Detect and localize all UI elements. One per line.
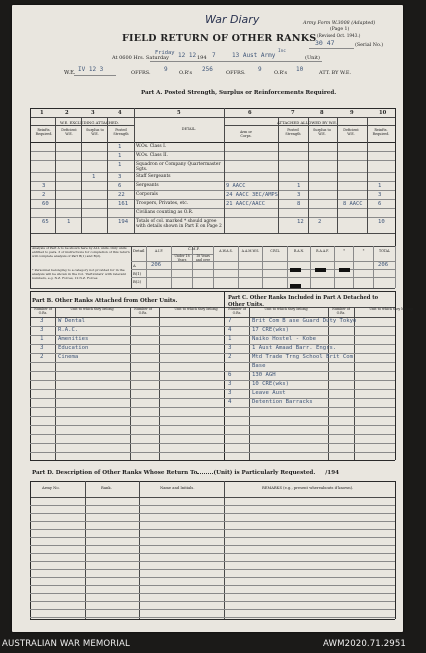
part-d-column-header: REMARKS (e.g., present whereabouts if known). [262, 486, 354, 490]
part-c-count: 7 [228, 318, 232, 324]
grid-horizontal-rule [30, 407, 395, 408]
part-b-count: 3 [40, 318, 44, 324]
row-detail-label: Totals of col. marked * should agree with details shown in Part E on Page 2 [136, 218, 222, 229]
grid-horizontal-rule [30, 380, 395, 381]
offrs-label: OFFRS. [131, 70, 151, 76]
grid-vertical-rule [107, 117, 108, 233]
offrs-attached-typed: 9 [258, 66, 262, 73]
grid-horizontal-rule [30, 553, 395, 554]
part-b-unit: Amenities [58, 336, 89, 342]
row-value: 1 [118, 152, 122, 159]
grid-horizontal-rule [30, 601, 395, 602]
grid-vertical-rule [192, 246, 193, 288]
column-header: Reinfts. Required. [35, 128, 53, 137]
grid-vertical-rule [334, 246, 335, 288]
grid-vertical-rule [131, 246, 132, 288]
analysis-column-header: 18 Years and over [195, 254, 211, 262]
offrs-attached-label: OFFRS. [226, 70, 246, 76]
grid-vertical-rule [81, 117, 82, 233]
grid-horizontal-rule [30, 108, 395, 109]
grid-vertical-rule [395, 246, 396, 288]
row-value: 22 [118, 191, 125, 198]
row-value: 12 [297, 218, 304, 225]
analysis-column-header: A.I.F. [154, 249, 164, 253]
grid-vertical-rule [224, 481, 225, 619]
part-b-unit: Cinema [58, 354, 79, 360]
part-c-unit: 17 CRE(wks) [252, 327, 290, 333]
part-d-title-c: /194 [325, 470, 339, 476]
row-value: 1 [297, 182, 301, 189]
att-by-we-label: ATT. BY W.E. [319, 70, 352, 76]
part-c-unit: Leave Aust [252, 390, 286, 396]
row-detail-label: Sergeants [136, 182, 159, 188]
analysis-column-header: Under 18 Years [174, 254, 190, 262]
redaction-mark [290, 268, 301, 272]
grid-vertical-rule [354, 307, 355, 460]
column-number: 10 [379, 110, 387, 116]
row-value: 6 [378, 200, 382, 207]
grid-vertical-rule [30, 108, 31, 233]
part-c-unit: Naiko Hostel - Kobe [252, 336, 316, 342]
grid-vertical-rule [85, 481, 86, 619]
grid-horizontal-rule [30, 362, 395, 363]
grid-horizontal-rule [30, 425, 395, 426]
date-typed: 12 12 [178, 52, 197, 59]
row-value: 1 [118, 161, 122, 168]
grid-horizontal-rule [30, 398, 395, 399]
part-b-count: 2 [40, 354, 44, 360]
row-arm-corps: 21 AACC/AACC [226, 200, 265, 207]
grid-horizontal-rule [30, 537, 395, 538]
archive-caption-left: AUSTRALIAN WAR MEMORIAL [2, 639, 130, 649]
grid-horizontal-rule [30, 125, 134, 126]
grid-horizontal-rule [30, 233, 395, 234]
row-value: 3 [378, 191, 382, 198]
serial-number-value: 30 47 [315, 39, 335, 47]
grid-horizontal-rule [30, 529, 395, 530]
analysis-column-header: CIVIL [270, 249, 280, 253]
grid-vertical-rule [395, 108, 396, 233]
part-c-title: Part C. Other Ranks Included in Part A Detached to Other Units. [228, 295, 379, 308]
analysis-note: Analysis of Part A to be shown here by ALL units. Only units entitled to para. 3 of instructions for completion of this return will complete analysis of Part B(1) and B(2). [32, 246, 130, 259]
analysis-column-header: * [362, 249, 365, 253]
grid-vertical-rule [224, 108, 225, 233]
ors-label: O.R's [179, 70, 193, 76]
grid-vertical-rule [238, 246, 239, 288]
grid-horizontal-rule [30, 569, 395, 570]
redaction-mark [315, 268, 326, 272]
grid-horizontal-rule [30, 609, 395, 610]
ors-attached-label: O.R's [274, 70, 288, 76]
row-value: 3 [42, 182, 46, 189]
grid-vertical-rule [249, 307, 250, 460]
part-d-column-header: Army No. [42, 486, 60, 490]
part-column-header: Number of O.Rs. [133, 307, 153, 315]
grid-vertical-rule [146, 246, 147, 288]
part-column-header: Number of O.Rs. [331, 307, 351, 315]
part-b-unit: Education [58, 345, 89, 351]
column-number: 8 [320, 110, 324, 116]
grid-vertical-rule [262, 246, 263, 288]
part-c-count: 3 [228, 381, 232, 387]
grid-horizontal-rule [30, 371, 395, 372]
grid-horizontal-rule [224, 125, 395, 126]
grid-horizontal-rule [30, 585, 395, 586]
analysis-column-header: R.A.N. [293, 249, 305, 253]
grid-vertical-rule [367, 117, 368, 233]
part-d-column-header: Name and Initials. [160, 486, 195, 490]
analysis-column-header: A.W.A.S. [219, 249, 233, 253]
row-detail-label: W.Os. Class I. [136, 143, 167, 149]
grid-horizontal-rule [131, 261, 395, 262]
part-b-count: 1 [40, 336, 44, 342]
grid-vertical-rule [287, 246, 288, 288]
row-value: 8 [297, 200, 301, 207]
row-value: 8 AACC [343, 200, 363, 207]
part-column-header: Unit to which they belong [174, 307, 218, 311]
offrs-typed: 9 [164, 66, 168, 73]
grid-vertical-rule [159, 307, 160, 460]
grid-horizontal-rule [30, 460, 395, 461]
ors-typed: 256 [202, 66, 213, 73]
row-value: 3 [297, 191, 301, 198]
grid-horizontal-rule [30, 561, 395, 562]
we-typed: IV 12 3 [78, 66, 104, 73]
grid-horizontal-rule [30, 545, 395, 546]
grid-horizontal-rule [30, 291, 395, 292]
part-c-unit: 1 Aust Amaad Barr. Engrs. [252, 345, 337, 351]
column-number: 7 [291, 110, 295, 116]
part-b-count: 3 [40, 327, 44, 333]
part-b-unit: W Dental [58, 318, 85, 324]
column-number: 6 [248, 110, 252, 116]
part-c-count: 3 [228, 390, 232, 396]
analysis-column-header: R.A.A.F. [316, 249, 329, 253]
row-detail-label: Civilians counting as O.R. [136, 209, 194, 215]
grid-vertical-rule [130, 307, 131, 460]
part-c-unit: Brit Com B ase Guard Duty Tokyo [252, 318, 357, 324]
row-detail-label: Staff Sergeants [136, 173, 171, 179]
column-number: 3 [91, 110, 95, 116]
unit-label: (Unit) [305, 55, 320, 61]
row-value: 3 [118, 173, 122, 180]
part-d-column-header: Rank. [101, 486, 112, 490]
archive-caption-right: AWM2020.71.2951 [323, 639, 406, 649]
grid-vertical-rule [373, 246, 374, 288]
handwritten-note: War Diary [205, 13, 260, 26]
grid-horizontal-rule [30, 443, 395, 444]
row-detail-label: W.Os. Class II. [136, 152, 168, 158]
we-excluding-attached-label: W.E. EXCLUDING ATTACHED. [60, 120, 119, 125]
grid-horizontal-rule [131, 277, 395, 278]
form-reference: Army Form W.3008 (Adapted) [303, 21, 376, 26]
row-value: 1 [378, 182, 382, 189]
part-column-header: Unit to which they belong [264, 307, 308, 311]
grid-horizontal-rule [30, 593, 395, 594]
page-title: FIELD RETURN OF OTHER RANKS [122, 33, 317, 44]
grid-horizontal-rule [30, 434, 395, 435]
part-column-header: Number of O.Rs. [33, 307, 53, 315]
part-column-header: Unit to which they belong [70, 307, 114, 311]
grid-vertical-rule [353, 246, 354, 288]
part-c-unit: 10 CRE(wks) [252, 381, 290, 387]
grid-vertical-rule [171, 246, 172, 288]
grid-horizontal-rule [30, 617, 395, 618]
analysis-row-label: B(1) [133, 271, 142, 276]
grid-horizontal-rule [30, 326, 395, 327]
row-value: 6 [118, 182, 122, 189]
grid-horizontal-rule [30, 513, 395, 514]
grid-vertical-rule [395, 481, 396, 619]
analysis-column-header: TOTAL [378, 249, 391, 253]
row-detail-label: Squadron or Company Quartermaster Sgts. [136, 161, 221, 172]
row-value: 1 [67, 218, 71, 225]
row-value: 194 [118, 218, 129, 225]
part-d-title-a: Part D. Description of Other Ranks Whose Return To [32, 470, 198, 476]
column-number: 2 [65, 110, 69, 116]
redaction-mark [290, 284, 301, 288]
grid-horizontal-rule [30, 619, 395, 620]
grid-horizontal-rule [131, 269, 395, 270]
grid-vertical-rule [30, 233, 31, 288]
column-header: Surplus to W.E. [86, 128, 104, 137]
at-hours-label: At 0600 Hrs. Saturday [112, 55, 169, 61]
analysis-column-header: * [343, 249, 345, 253]
row-value: 161 [118, 200, 129, 207]
grid-vertical-rule [310, 246, 311, 288]
column-number: 9 [350, 110, 354, 116]
part-c-count: 6 [228, 372, 232, 378]
form-revision: (Revised Oct. 1943.) [317, 33, 361, 38]
attached-allowed-label: ATTACHED ALLOWED BY W.E. [277, 120, 338, 125]
row-value: 10 [378, 218, 385, 225]
cmf-label: C.M.F. [188, 247, 200, 251]
row-value: 1 [92, 173, 96, 180]
unit-typed: 13 Aust Army [232, 52, 276, 59]
part-c-unit: Base [252, 363, 266, 369]
grid-vertical-rule [55, 307, 56, 460]
part-column-header: Number of O.Rs. [227, 307, 247, 315]
analysis-row-label: A [133, 263, 136, 268]
row-arm-corps: 24 AACC 3EC/AMPS [226, 191, 278, 198]
day-typed: Friday [155, 50, 175, 56]
column-header: Posted Strength [113, 128, 129, 137]
grid-vertical-rule [395, 291, 396, 460]
grid-horizontal-rule [30, 521, 395, 522]
grid-vertical-rule [139, 481, 140, 619]
row-value: 60 [42, 200, 49, 207]
grid-horizontal-rule [30, 416, 395, 417]
row-value: 2 [42, 191, 46, 198]
grid-horizontal-rule [30, 389, 395, 390]
year-typed: 7 [212, 52, 216, 59]
grid-horizontal-rule [30, 577, 395, 578]
part-d-title-b: (Unit) is Particularly Requested. [213, 470, 316, 476]
grid-horizontal-rule [30, 452, 395, 453]
analysis-total-value: 206 [378, 262, 389, 268]
part-c-count: 4 [228, 327, 232, 333]
serial-number-label: (Serial No.) [355, 43, 384, 48]
part-c-count: 3 [228, 345, 232, 351]
part-c-count: 2 [228, 354, 232, 360]
ors-attached-typed: 10 [296, 66, 304, 73]
part-c-unit: Detention Barracks [252, 399, 313, 405]
grid-vertical-rule [134, 108, 135, 233]
part-c-unit: 130 AGH [252, 372, 276, 378]
field-return-form [12, 5, 413, 632]
part-c-count: 4 [228, 399, 232, 405]
analysis-row-label: Detail [133, 248, 145, 253]
grid-vertical-rule [337, 117, 338, 233]
analysis-column-header: A.A.M.W.S. [241, 249, 260, 253]
part-c-count: 1 [228, 336, 232, 342]
analysis-aif-value: 206 [151, 262, 162, 268]
row-value: 65 [42, 218, 49, 225]
grid-vertical-rule [328, 307, 329, 460]
part-c-unit: Mtd Trade Trng School Brit Com [252, 354, 354, 360]
redaction-mark [339, 268, 350, 272]
analysis-note-2: * Personnel belonging to a category not provided for in the analysis will be shown in the Col. 'Particulars' with relevant numbers, e.g. N.Z. Forces, 12 N.Z. Forces [32, 268, 126, 281]
grid-horizontal-rule [30, 505, 395, 506]
grid-horizontal-rule [30, 288, 395, 289]
row-arm-corps: 9 AACC [226, 182, 246, 189]
part-b-count: 3 [40, 345, 44, 351]
row-value: 1 [118, 143, 122, 150]
grid-vertical-rule [278, 117, 279, 233]
column-header: Posted Strength [285, 128, 301, 137]
column-number: 5 [177, 110, 181, 116]
part-b-title: Part B. Other Ranks Attached from Other Units. [32, 298, 178, 304]
form-page-number: (Page 1) [330, 27, 350, 32]
grid-vertical-rule [308, 117, 309, 233]
column-header: Deficient W.E. [343, 128, 359, 137]
grid-horizontal-rule [30, 117, 395, 118]
grid-vertical-rule [30, 481, 31, 619]
part-b-unit: R.A.C. [58, 327, 79, 333]
column-number: 4 [118, 110, 122, 116]
column-header: Reinfts. Required. [372, 128, 390, 137]
we-label: W.E. [64, 70, 76, 76]
column-header: DETAIL. [181, 127, 197, 131]
column-number: 1 [40, 110, 44, 116]
row-detail-label: Troopers, Privates, etc. [136, 200, 189, 206]
column-header: Arm or Corps. [239, 130, 253, 139]
column-header: Deficient W.E. [61, 128, 77, 137]
part-column-header: Unit to which they belong [369, 307, 413, 311]
unit-superscript: Inc [278, 49, 286, 54]
row-value: 2 [318, 218, 322, 225]
part-d-title [32, 470, 339, 476]
part-a-title: Part A. Posted Strength, Surplus or Reinforcements Required. [141, 90, 337, 96]
year-label: 194 [197, 55, 207, 61]
analysis-row-label: B(2) [133, 279, 142, 284]
row-detail-label: Corporals [136, 191, 158, 197]
column-header: Surplus to W.E. [313, 128, 331, 137]
grid-vertical-rule [213, 246, 214, 288]
